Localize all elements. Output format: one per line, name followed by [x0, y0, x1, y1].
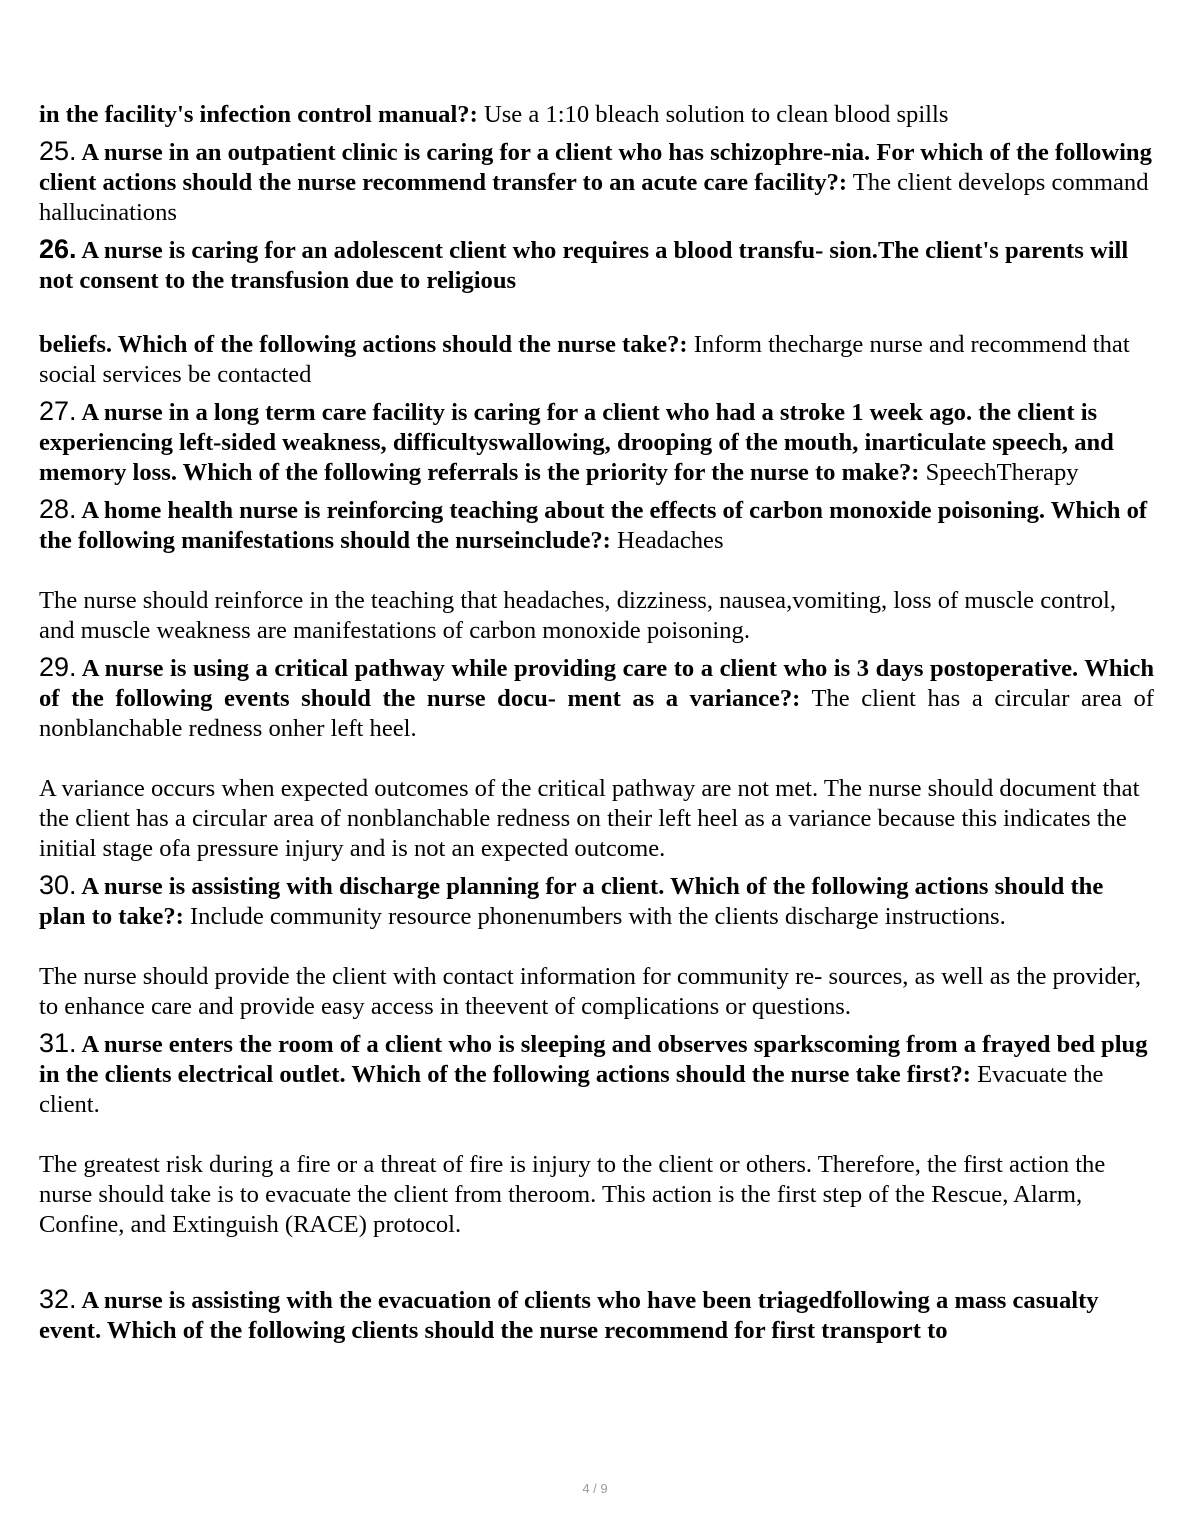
question-31 — [39, 1028, 1154, 1120]
question-number: 29. — [39, 652, 77, 682]
page-number: 4 / 9 — [582, 1481, 608, 1496]
answer-text: SpeechTherapy — [919, 459, 1079, 486]
question-text: A nurse is assisting with discharge planning for a client. Which of the following actions should the plan to take?: — [39, 873, 1104, 930]
question-text: A nurse in a long term care facility is caring for a client who had a stroke 1 week ago. the client is experiencing left-sided weakness, difficultyswallowing, drooping of the mouth, inarticulate speech, and memory loss. Which of the following referrals is the priority for the nurse to make?: — [39, 399, 1114, 486]
explanation-28: The nurse should reinforce in the teaching that headaches, dizziness, nausea,vomiting, loss of muscle control, and muscle weakness are manifestations of carbon monoxide poisoning. — [39, 587, 1117, 644]
explanation-29: A variance occurs when expected outcomes of the critical pathway are not met. The nurse should document that the client has a circular area of nonblanchable redness on their left heel as a variance because this indicates the initial stage ofa pressure injury and is not an expected outcome. — [39, 775, 1140, 862]
question-text: A nurse in an outpatient clinic is caring for a client who has schizophre-nia. For which of the following client actions should the nurse recommend transfer to an acute care facility?: — [39, 139, 1152, 196]
question-number: 28. — [39, 494, 77, 524]
continuation-paragraph — [39, 100, 1154, 130]
explanation-31: The greatest risk during a fire or a threat of fire is injury to the client or others. Therefore, the first action the nurse should take is to evacuate the client from theroom. This action is the first step of the Rescue, Alarm, Confine, and Extinguish (RACE) protocol. — [39, 1151, 1106, 1238]
question-29 — [39, 652, 1154, 744]
question-text: in the facility's infection control manual?: — [39, 101, 478, 128]
question-26 — [39, 234, 1154, 296]
question-number: 27. — [39, 396, 77, 426]
question-text: A nurse is assisting with the evacuation of clients who have been triagedfollowing a mass casualty event. Which of the following clients should the nurse recommend for first transport to — [39, 1287, 1099, 1344]
question-28 — [39, 494, 1154, 556]
question-number: 31. — [39, 1028, 77, 1058]
explanation-30: The nurse should provide the client with contact information for community re- sources, as well as the provider, to enhance care and provide easy access in theevent of complications or questions. — [39, 963, 1142, 1020]
answer-text: The client develops command hallucinations — [39, 169, 1149, 226]
question-27 — [39, 396, 1154, 488]
question-text: beliefs. Which of the following actions should the nurse take?: — [39, 331, 688, 358]
question-text: A nurse enters the room of a client who is sleeping and observes sparkscoming from a frayed bed plug in the clients electrical outlet. Which of the following actions should the nurse take first?: — [39, 1031, 1148, 1088]
question-text: A nurse is using a critical pathway while providing care to a client who is 3 days postoperative. Which of the following events should the nurse docu- ment as a variance?: — [39, 655, 1154, 712]
answer-text: Include community resource phonenumbers with the clients discharge instructions. — [183, 903, 1006, 930]
answer-text: Headaches — [610, 527, 724, 554]
question-text: A home health nurse is reinforcing teaching about the effects of carbon monoxide poisoning. Which of the following manifestations should the nurseinclude?: — [39, 497, 1148, 554]
answer-text: Inform thecharge nurse and recommend that social services be contacted — [39, 331, 1130, 388]
question-25 — [39, 136, 1154, 228]
question-26-continued — [39, 330, 1154, 390]
answer-text: Use a 1:10 bleach solution to clean blood spills — [477, 101, 949, 128]
question-text: A nurse is caring for an adolescent client who requires a blood transfu- sion.The client's parents will not consent to the transfusion due to religious — [39, 237, 1129, 294]
answer-text: Evacuate the client. — [39, 1061, 1104, 1118]
question-number: 30. — [39, 870, 77, 900]
question-number: 32. — [39, 1284, 77, 1314]
question-number: 25. — [39, 136, 77, 166]
answer-text: The client has a circular area of nonblanchable redness onher left heel. — [39, 685, 1154, 742]
question-32 — [39, 1284, 1154, 1346]
question-number: 26. — [39, 234, 77, 264]
question-30 — [39, 870, 1154, 932]
